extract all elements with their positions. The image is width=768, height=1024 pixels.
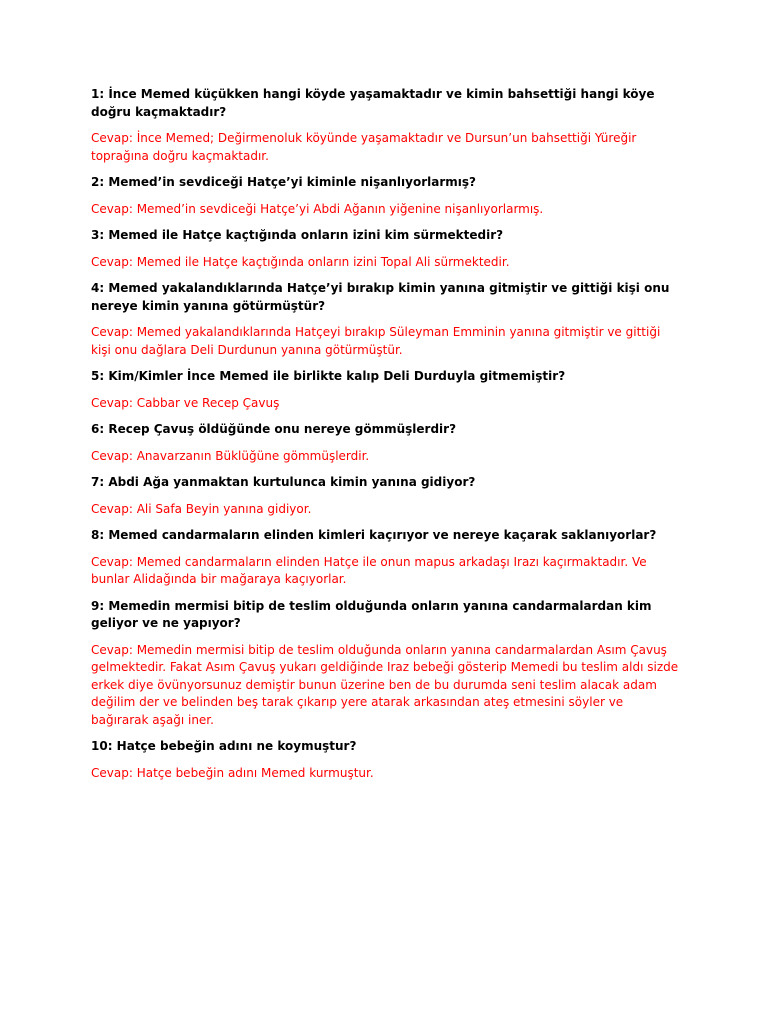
- qa-item-6: [91, 421, 683, 465]
- answer-text: Cevap: Anavarzanın Büklüğüne gömmüşlerdir.: [91, 448, 370, 463]
- answer-text: Cevap: Memed ile Hatçe kaçtığında onların izini Topal Ali sürmektedir.: [91, 254, 510, 269]
- qa-item-7: [91, 474, 683, 518]
- question-text: 1: İnce Memed küçükken hangi köyde yaşamaktadır ve kimin bahsettiği hangi köye doğru kaçmaktadır?: [91, 87, 655, 119]
- document-page: [91, 86, 683, 791]
- qa-item-4: [91, 280, 683, 359]
- question-text: 7: Abdi Ağa yanmaktan kurtulunca kimin yanına gidiyor?: [91, 475, 476, 489]
- question-text: 3: Memed ile Hatçe kaçtığında onların izini kim sürmektedir?: [91, 228, 504, 242]
- qa-item-5: [91, 368, 683, 412]
- qa-item-3: [91, 227, 683, 271]
- question-text: 5: Kim/Kimler İnce Memed ile birlikte kalıp Deli Durduyla gitmemiştir?: [91, 369, 566, 383]
- question-text: 6: Recep Çavuş öldüğünde onu nereye gömmüşlerdir?: [91, 422, 457, 436]
- qa-item-1: [91, 86, 683, 165]
- answer-text: Cevap: Memed yakalandıklarında Hatçeyi bırakıp Süleyman Emminin yanına gitmiştir ve gittiği kişi onu dağlara Deli Durdunun yanına götürmüştür.: [91, 325, 661, 357]
- answer-text: Cevap: Memed’in sevdiceği Hatçe’yi Abdi Ağanın yiğenine nişanlıyorlarmış.: [91, 201, 544, 216]
- qa-item-8: [91, 527, 683, 589]
- answer-text: Cevap: İnce Memed; Değirmenoluk köyünde yaşamaktadır ve Dursun’un bahsettiği Yüreğir toprağına doğru kaçmaktadır.: [91, 131, 637, 163]
- question-text: 10: Hatçe bebeğin adını ne koymuştur?: [91, 739, 357, 753]
- answer-text: Cevap: Ali Safa Beyin yanına gidiyor.: [91, 501, 312, 516]
- qa-item-9: [91, 598, 683, 730]
- question-text: 8: Memed candarmaların elinden kimleri kaçırıyor ve nereye kaçarak saklanıyorlar?: [91, 528, 657, 542]
- answer-text: Cevap: Memed candarmaların elinden Hatçe ile onun mapus arkadaşı Irazı kaçırmaktadır. Ve bunlar Alidağında bir mağaraya kaçıyorlar.: [91, 554, 647, 586]
- qa-item-10: [91, 738, 683, 782]
- question-text: 4: Memed yakalandıklarında Hatçe’yi bırakıp kimin yanına gitmiştir ve gittiği kişi onu nereye kimin yanına götürmüştür?: [91, 281, 670, 313]
- question-text: 9: Memedin mermisi bitip de teslim olduğunda onların yanına candarmalardan kim geliyor ve ne yapıyor?: [91, 598, 652, 630]
- answer-text: Cevap: Memedin mermisi bitip de teslim olduğunda onların yanına candarmalardan Asım Çavuş gelmektedir. Fakat Asım Çavuş yukarı geldiğinde Iraz bebeği gösterip Memedi bu teslim aldı sizde erkek diye övünyorsunuz demiştir bunun üzerine ben de bu durumda seni teslim alacak adam değilim der ve belinden beş tarak çıkarıp yere atarak arkasından ateş etmesini söyler ve bağırarak aşağı iner.: [91, 642, 679, 727]
- qa-item-2: [91, 174, 683, 218]
- answer-text: Cevap: Hatçe bebeğin adını Memed kurmuştur.: [91, 765, 374, 780]
- question-text: 2: Memed’in sevdiceği Hatçe’yi kiminle nişanlıyorlarmış?: [91, 175, 476, 189]
- answer-text: Cevap: Cabbar ve Recep Çavuş: [91, 395, 280, 410]
